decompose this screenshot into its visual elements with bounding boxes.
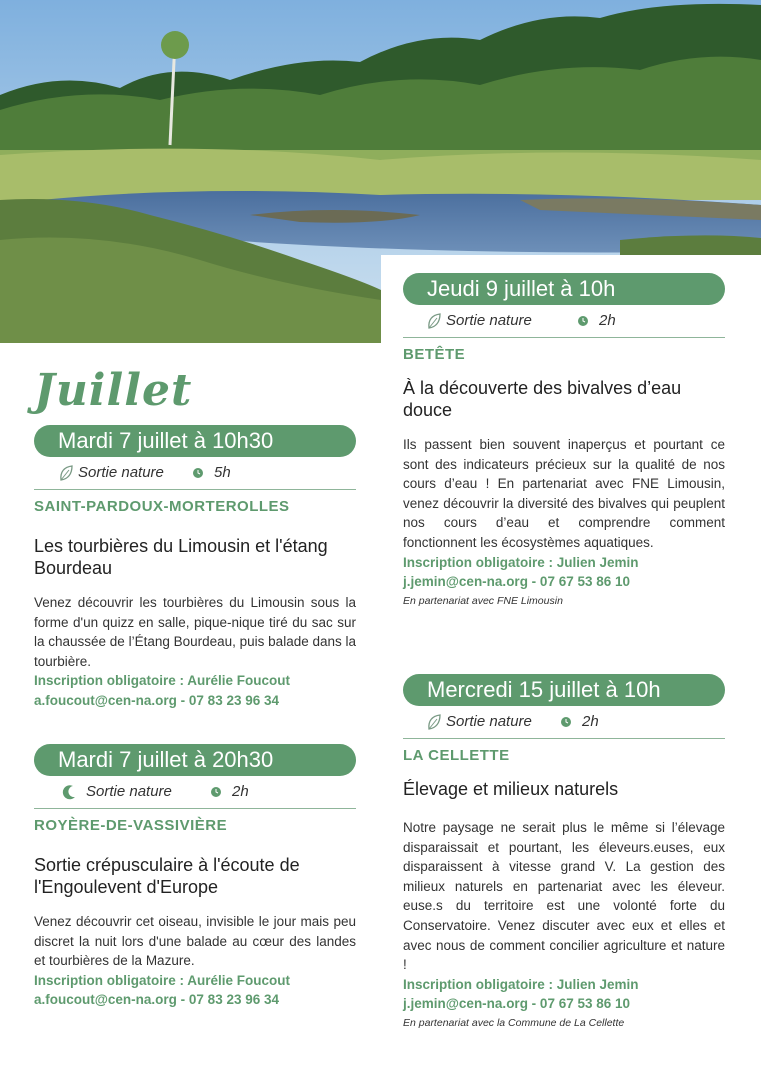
event-duration: 2h	[599, 312, 616, 329]
event-card	[403, 273, 725, 607]
event-description: Notre paysage ne serait plus le même si l’élevage disparaissait et pourtant, les éleveurs.euses, eux disparaissent à vitesse grand V. La gestion des milieux naturels en partenariat avec les éleveur. euse.s du territoire est une volonté forte du Conservatoire. Venez discuter avec eux et elles et avec nous de comment concilier agriculture et nature !	[403, 820, 725, 973]
event-title: Sortie crépusculaire à l'écoute de l'Engoulevent d'Europe	[34, 855, 300, 897]
event-inscription: Inscription obligatoire : Aurélie Foucout	[34, 673, 291, 689]
event-card	[34, 744, 356, 1010]
event-description: Venez découvrir les tourbières du Limousin sous la forme d'un quizz en salle, pique-nique tiré du sac sur la chaussée de l’Étang Bourdeau, puis balade dans la tourbière.	[34, 595, 356, 669]
event-card	[34, 425, 356, 711]
event-meta	[403, 305, 725, 338]
event-partner: En partenariat avec la Commune de La Cellette	[403, 1016, 625, 1029]
event-duration: 5h	[214, 464, 231, 481]
event-title: Les tourbières du Limousin et l'étang Bourdeau	[34, 536, 328, 578]
event-meta	[34, 776, 356, 809]
clock-icon	[211, 787, 221, 797]
event-title: Élevage et milieux naturels	[403, 779, 619, 799]
event-meta	[34, 457, 356, 490]
event-date: Mardi 7 juillet à 10h30	[34, 425, 356, 457]
event-contact[interactable]: a.foucout@cen-na.org - 07 83 23 96 34	[34, 992, 279, 1008]
event-description: Ils passent bien souvent inaperçus et pourtant ce sont des indicateurs précieux sur la qualité de nos cours d’eau ! En partenariat avec FNE Limousin, venez découvrir la diversité des bivalves qui peuplent nos cours d’eau et comprendre comment fonctionnent les écosystèmes aquatiques.	[403, 437, 725, 550]
moon-icon	[62, 783, 78, 801]
event-partner: En partenariat avec FNE Limousin	[403, 594, 563, 607]
event-contact[interactable]: a.foucout@cen-na.org - 07 83 23 96 34	[34, 692, 279, 708]
event-inscription: Inscription obligatoire : Julien Jemin	[403, 976, 639, 992]
event-type: Sortie nature	[86, 783, 172, 800]
event-date: Jeudi 9 juillet à 10h	[403, 273, 725, 305]
event-duration: 2h	[582, 713, 599, 730]
event-title: À la découverte des bivalves d’eau douce	[403, 378, 682, 420]
event-card	[403, 674, 725, 1029]
leaf-icon	[426, 713, 442, 731]
event-place: LA CELLETTE	[403, 747, 510, 764]
clock-icon	[561, 717, 571, 727]
clock-icon	[578, 316, 588, 326]
event-contact[interactable]: j.jemin@cen-na.org - 07 67 53 86 10	[403, 996, 631, 1012]
event-contact[interactable]: j.jemin@cen-na.org - 07 67 53 86 10	[403, 574, 631, 590]
event-inscription: Inscription obligatoire : Aurélie Foucout	[34, 972, 291, 988]
month-title: Juillet	[34, 365, 193, 416]
event-place: BETÊTE	[403, 346, 466, 363]
event-type: Sortie nature	[78, 464, 164, 481]
event-duration: 2h	[232, 783, 249, 800]
event-inscription: Inscription obligatoire : Julien Jemin	[403, 554, 639, 570]
clock-icon	[193, 468, 203, 478]
event-type: Sortie nature	[446, 713, 532, 730]
event-date: Mardi 7 juillet à 20h30	[34, 744, 356, 776]
event-date: Mercredi 15 juillet à 10h	[403, 674, 725, 706]
event-description: Venez découvrir cet oiseau, invisible le jour mais peu discret la nuit lors d'une balade au cœur des landes et tourbières de la Mazure.	[34, 914, 356, 969]
event-place: SAINT-PARDOUX-MORTEROLLES	[34, 498, 290, 515]
event-meta	[403, 706, 725, 739]
event-type: Sortie nature	[446, 312, 532, 329]
leaf-icon	[426, 312, 442, 330]
event-place: ROYÈRE-DE-VASSIVIÈRE	[34, 817, 228, 834]
leaf-icon	[58, 464, 74, 482]
